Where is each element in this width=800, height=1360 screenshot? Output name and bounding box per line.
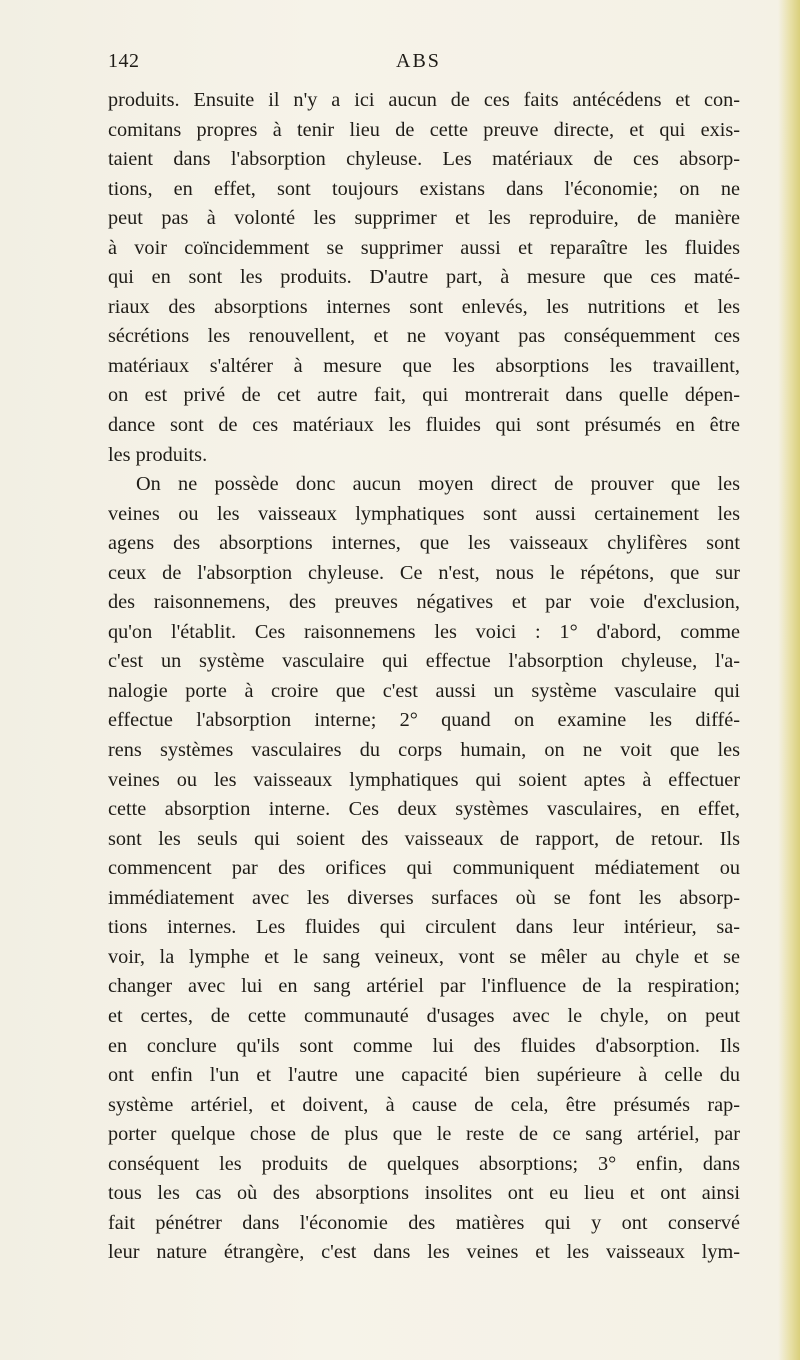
page-edge [778,0,800,1360]
text-line: matériaux s'altérer à mesure que les absorptions les travaillent, [108,354,740,377]
text-line: agens des absorptions internes, que les vaisseaux chylifères sont [108,532,740,555]
text-line: qui en sont les produits. D'autre part, à mesure que ces maté- [108,266,740,289]
text-line: des raisonnemens, des preuves négatives et par voie d'exclusion, [108,591,740,614]
text-line: en conclure qu'ils sont comme lui des fluides d'absorption. Ils [108,1034,740,1057]
text-line: cette absorption interne. Ces deux systèmes vasculaires, en effet, [108,798,740,821]
text-line: c'est un système vasculaire qui effectue l'absorption chyleuse, l'a- [108,650,740,673]
text-line: voir, la lymphe et le sang veineux, vont se mêler au chyle et se [108,945,740,968]
text-line: porter quelque chose de plus que le reste de ce sang artériel, par [108,1123,740,1146]
text-line: les produits. [108,443,208,466]
text-line: conséquent les produits de quelques absorptions; 3° enfin, dans [108,1152,740,1175]
text-line: dance sont de ces matériaux les fluides qui sont présumés en être [108,414,740,437]
text-line: On ne possède donc aucun moyen direct de prouver que les [136,473,740,496]
text-line: comitans propres à tenir lieu de cette preuve directe, et qui exis- [108,118,740,141]
text-line: et certes, de cette communauté d'usages avec le chyle, on peut [108,1004,740,1027]
text-line: nalogie porte à croire que c'est aussi un système vasculaire qui [108,679,740,702]
page-header [108,46,738,76]
text-line: tions, en effet, sont toujours existans dans l'économie; on ne [108,177,740,200]
text-line: changer avec lui en sang artériel par l'influence de la respiration; [108,975,740,998]
text-line: tions internes. Les fluides qui circulent dans leur intérieur, sa- [108,916,740,939]
text-line: immédiatement avec les diverses surfaces où se font les absorp- [108,886,740,909]
text-line: sécrétions les renouvellent, et ne voyant pas conséquemment ces [108,325,740,348]
text-line: fait pénétrer dans l'économie des matières qui y ont conservé [108,1211,740,1234]
text-line: taient dans l'absorption chyleuse. Les matériaux de ces absorp- [108,148,740,171]
text-line: qu'on l'établit. Ces raisonnemens les voici : 1° d'abord, comme [108,620,740,643]
text-line: leur nature étrangère, c'est dans les veines et les vaisseaux lym- [108,1241,740,1264]
text-line: on est privé de cet autre fait, qui montrerait dans quelle dépen- [108,384,740,407]
text-line: veines ou les vaisseaux lymphatiques sont aussi certainement les [108,502,740,525]
text-line: peut pas à volonté les supprimer et les reproduire, de manière [108,207,740,230]
page-number: 142 [108,50,140,72]
text-line: riaux des absorptions internes sont enlevés, les nutritions et les [108,295,740,318]
text-line: sont les seuls qui soient des vaisseaux de rapport, de retour. Ils [108,827,740,850]
text-line: produits. Ensuite il n'y a ici aucun de ces faits antécédens et con- [108,89,740,111]
running-head: ABS [396,50,441,72]
text-line: ont enfin l'un et l'autre une capacité bien supérieure à celle du [108,1064,740,1087]
text-line: ceux de l'absorption chyleuse. Ce n'est, nous le répétons, que sur [108,561,740,584]
text-line: à voir coïncidemment se supprimer aussi et reparaître les fluides [108,236,740,259]
text-line: commencent par des orifices qui communiquent médiatement ou [108,857,740,880]
text-line: rens systèmes vasculaires du corps humain, on ne voit que les [108,739,740,762]
text-line: veines ou les vaisseaux lymphatiques qui soient aptes à effectuer [108,768,740,791]
text-line: système artériel, et doivent, à cause de cela, être présumés rap- [108,1093,740,1116]
text-line: effectue l'absorption interne; 2° quand on examine les diffé- [108,709,740,732]
body-text [108,86,740,1268]
text-line: tous les cas où des absorptions insolites ont eu lieu et ont ainsi [108,1182,740,1205]
